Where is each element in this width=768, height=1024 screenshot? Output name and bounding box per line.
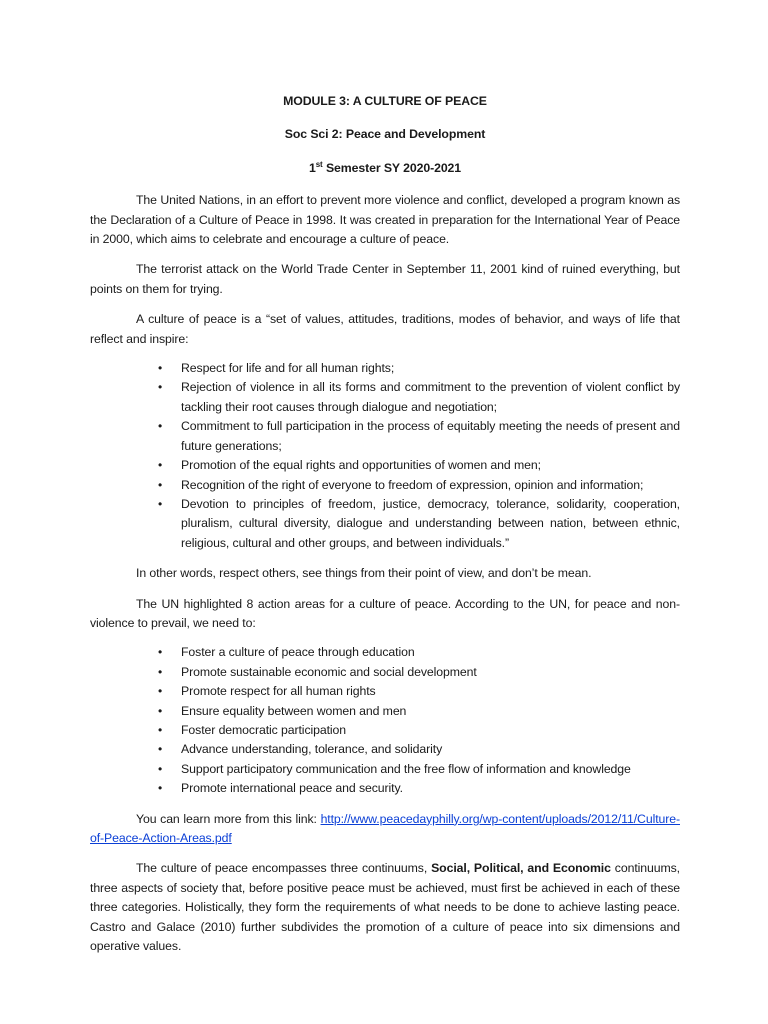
list-item — [158, 740, 680, 759]
list-item-text: Foster democratic participation — [181, 722, 347, 737]
continuums-names: Social, Political, and Economic — [431, 861, 611, 876]
list-item — [158, 663, 680, 682]
values-list — [90, 359, 680, 553]
list-item-text: Promote international peace and security. — [181, 781, 403, 796]
list-item — [158, 495, 680, 553]
list-item — [158, 779, 680, 798]
bullet-icon: • — [158, 781, 163, 796]
continuums-text-end: continuums, three aspects of society that, before positive peace must be achieved, must first be achieved in each of these three categories. Holistically, they form the requirements of what needs to be done to achieve lasting peace. Castro and Galace (2010) further subdivides the promotion of a culture of peace into six dimensions and operative values. — [90, 861, 680, 954]
bullet-icon: • — [158, 664, 163, 679]
paragraph-learn-more — [90, 810, 680, 849]
list-item-text: Promotion of the equal rights and opportunities of women and men; — [181, 458, 541, 473]
bullet-icon: • — [158, 458, 163, 473]
semester-ordinal: st — [315, 159, 323, 169]
list-item — [158, 378, 680, 417]
list-item — [158, 702, 680, 721]
bullet-icon: • — [158, 419, 163, 434]
list-item-text: Devotion to principles of freedom, justice, democracy, tolerance, solidarity, cooperation, pluralism, cultural diversity, dialogue and understanding between nation, between ethnic, religious, cultural and other groups, and between individuals.” — [181, 496, 680, 550]
bullet-icon: • — [158, 703, 163, 718]
course-title: Soc Sci 2: Peace and Development — [284, 127, 486, 142]
paragraph-wtc-attack: The terrorist attack on the World Trade Center in September 11, 2001 kind of ruined everything, but points on them for trying. — [90, 262, 680, 296]
list-item — [158, 476, 680, 495]
list-item-text: Ensure equality between women and men — [181, 703, 407, 718]
semester-text: Semester SY 2020-2021 — [322, 160, 462, 175]
paragraph-three-continuums — [90, 859, 680, 956]
list-item — [158, 417, 680, 456]
bullet-icon: • — [158, 761, 163, 776]
list-item — [158, 456, 680, 475]
paragraph-action-areas-intro: The UN highlighted 8 action areas for a culture of peace. According to the UN, for peace and non-violence to prevail, we need to: — [90, 596, 680, 630]
paragraph-un-declaration: The United Nations, in an effort to prevent more violence and conflict, developed a program known as the Declaration of a Culture of Peace in 1998. It was created in preparation for the International Year of Peace in 2000, which aims to celebrate and encourage a culture of peace. — [90, 193, 680, 247]
list-item-text: Respect for life and for all human rights; — [181, 361, 395, 376]
list-item — [158, 359, 680, 378]
list-item-text: Advance understanding, tolerance, and solidarity — [181, 742, 443, 757]
action-areas-pdf-link[interactable]: http://www.peacedayphilly.org/wp-content/uploads/2012/11/Culture-of-Peace-Action-Areas.pdf — [90, 811, 680, 845]
paragraph-culture-definition: A culture of peace is a “set of values, attitudes, traditions, modes of behavior, and ways of life that reflect and inspire: — [90, 312, 680, 346]
bullet-icon: • — [158, 645, 163, 660]
action-areas-list — [90, 643, 680, 798]
continuums-text-start: The culture of peace encompasses three continuums, — [136, 861, 432, 876]
bullet-icon: • — [158, 742, 163, 757]
bullet-icon: • — [158, 477, 163, 492]
semester-line — [90, 159, 680, 178]
bullet-icon: • — [158, 380, 163, 395]
list-item-text: Support participatory communication and the free flow of information and knowledge — [181, 761, 631, 776]
semester-number: 1 — [308, 160, 316, 175]
learn-more-label: You can learn more from this link: — [136, 811, 321, 826]
list-item-text: Rejection of violence in all its forms and commitment to the prevention of violent conflict by tackling their root causes through dialogue and negotiation; — [181, 380, 680, 414]
list-item-text: Promote respect for all human rights — [181, 684, 376, 699]
list-item — [158, 643, 680, 662]
paragraph-in-other-words: In other words, respect others, see things from their point of view, and don’t be mean. — [136, 566, 592, 581]
bullet-icon: • — [158, 496, 163, 511]
module-title: MODULE 3: A CULTURE OF PEACE — [283, 94, 487, 108]
list-item-text: Foster a culture of peace through education — [181, 645, 415, 660]
list-item-text: Recognition of the right of everyone to freedom of expression, opinion and information; — [181, 477, 644, 492]
list-item-text: Commitment to full participation in the process of equitably meeting the needs of present and future generations; — [181, 419, 680, 453]
list-item — [158, 682, 680, 701]
bullet-icon: • — [158, 722, 163, 737]
list-item — [158, 721, 680, 740]
list-item — [158, 760, 680, 779]
list-item-text: Promote sustainable economic and social development — [181, 664, 477, 679]
bullet-icon: • — [158, 684, 163, 699]
bullet-icon: • — [158, 361, 163, 376]
